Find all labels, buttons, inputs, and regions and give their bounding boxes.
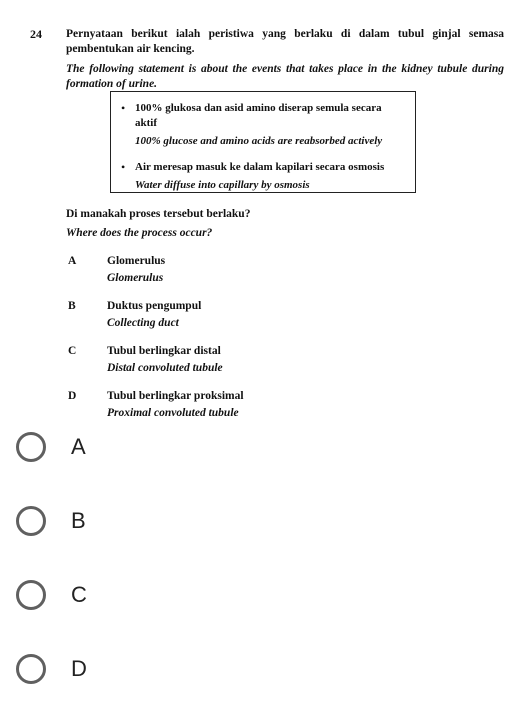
option-letter: D [68, 390, 77, 402]
question-number: 24 [30, 27, 42, 41]
option-malay: Duktus pengumpul [107, 300, 202, 312]
radio-button-icon[interactable] [16, 580, 46, 610]
option-english: Glomerulus [107, 272, 164, 284]
option-a [68, 254, 244, 285]
statement-english: 100% glucose and amino acids are reabsorbed actively [135, 135, 383, 147]
option-letter: C [68, 345, 77, 357]
option-d [68, 389, 244, 420]
option-list [68, 254, 244, 434]
answer-choice-a[interactable] [16, 429, 316, 465]
answer-choice-b[interactable] [16, 503, 316, 539]
radio-button-icon[interactable] [16, 432, 46, 462]
option-c [68, 344, 244, 375]
statement-item [121, 160, 405, 193]
question-prompt [66, 207, 250, 241]
statement-malay: Air meresap masuk ke dalam kapilari secara osmosis [135, 161, 385, 173]
answer-label[interactable]: B [71, 508, 86, 533]
option-english: Distal convoluted tubule [107, 362, 223, 374]
option-english: Proximal convoluted tubule [107, 407, 239, 419]
option-malay: Tubul berlingkar proksimal [107, 390, 244, 402]
radio-button-icon[interactable] [16, 654, 46, 684]
statement-box [110, 91, 416, 193]
answer-label[interactable]: D [71, 656, 87, 681]
option-letter: B [68, 300, 76, 312]
question-stem-malay: Pernyataan berikut ialah peristiwa yang berlaku di dalam tubul ginjal semasa pembentukan air kencing. [66, 28, 504, 55]
bullet-icon: • [121, 101, 126, 115]
answer-choice-c[interactable] [16, 577, 316, 613]
option-english: Collecting duct [107, 317, 179, 329]
statement-item [121, 101, 405, 149]
statement-english: Water diffuse into capillary by osmosis [135, 179, 310, 191]
statement-malay: 100% glukosa dan asid amino diserap semula secara aktif [135, 102, 382, 129]
option-letter: A [68, 255, 77, 267]
question-stem-english: The following statement is about the events that takes place in the kidney tubule during formation of urine. [66, 63, 504, 90]
bullet-icon: • [121, 160, 126, 174]
answer-label[interactable]: C [71, 582, 87, 607]
prompt-malay: Di manakah proses tersebut berlaku? [66, 208, 251, 220]
question-stem [66, 27, 504, 92]
answer-choices [16, 429, 316, 725]
option-malay: Tubul berlingkar distal [107, 345, 221, 357]
option-b [68, 299, 244, 330]
option-malay: Glomerulus [107, 255, 166, 267]
answer-label[interactable]: A [71, 434, 86, 459]
radio-button-icon[interactable] [16, 506, 46, 536]
answer-choice-d[interactable] [16, 651, 316, 687]
prompt-english: Where does the process occur? [66, 227, 213, 239]
